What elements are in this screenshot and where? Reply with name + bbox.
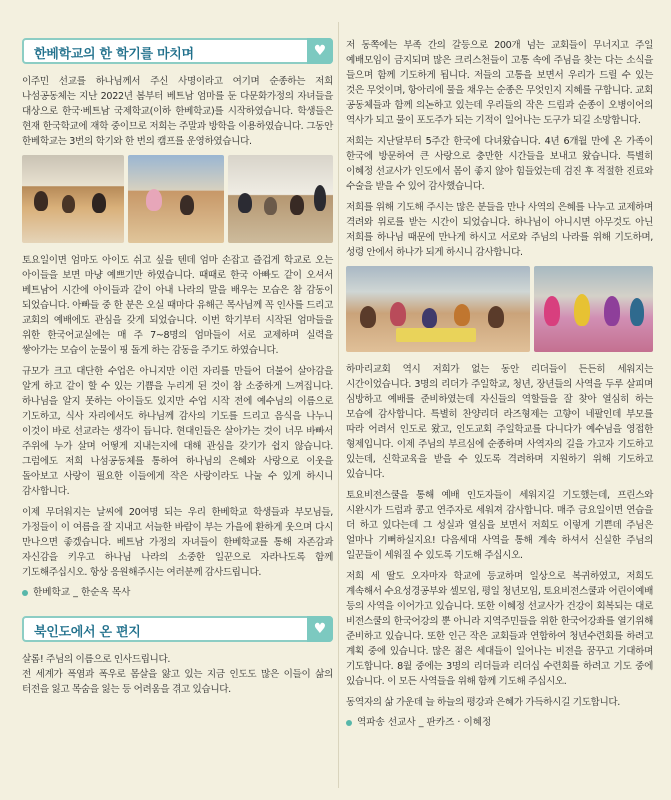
person-figure — [422, 308, 437, 328]
person-figure — [390, 302, 406, 326]
person-figure — [454, 304, 470, 326]
india-closing-paragraph: 동역자의 삶 가운데 늘 하늘의 평강과 은혜가 가득하시길 기도합니다. — [346, 697, 620, 708]
teacher-figure — [314, 185, 326, 211]
bullet-dot-icon — [22, 590, 28, 596]
student-figure — [180, 195, 194, 215]
section-header-hanbe — [22, 38, 333, 64]
india-ministry-paragraph: 저희 세 딸도 오자마자 학교에 등교하며 일상으로 복귀하였고, 저희도 계속해서 수요성경공부와 셀모임, 평일 청년모임, 토요비전스쿨과 어린이예배 등의 사역을 이어가고 있습니다. 또한 이혜정 선교사가 건강이 회복되는 대로 비전스쿨의 한국어강의 뿐 아니라 지역주민들을 위한 한국어강좌를 열기위해 준비하고 있습니다. 또한 인근 작은 교회들과 연합하여 청년수련회를 하려고 계획 중에 있습니다. 많은 젊은 세대들이 일어나는 비전을 꿈꾸고 기대하며 기도합니다. 8월 중에는 3명의 리더들과 리더십 수련회를 하려고 기도 중에 있습니다. 이 모든 사역들을 위해 함께 기도해 주십시오. — [346, 571, 653, 687]
india-leaders-paragraph: 하마리교회 역시 저희가 없는 동안 리더들이 든든히 세워지는 시간이었습니다. 3명의 리더가 주일학교, 청년, 장년들의 사역을 두루 살피며 심방하고 예배를 준비하였는데 자신들의 역할들을 잘 찾아 열심히 하는 모습에 감사합니다. 특별히 찬양리더 라즈형제는 고향이 네팔인데 부모를 따라 어려서 인도로 왔고, 인도교회 주일학교를 다니다가 예수님을 영접한 형제입니다. 이제 주님의 부르심에 순종하며 사역자의 길을 가고자 기도하고 있는데, 신학교육을 받을 수 있도록 격려하며 지원하기 위해 기도하고 있습니다. — [346, 364, 653, 480]
hanbe-photo-row — [22, 155, 333, 243]
student-figure — [264, 197, 277, 215]
section-header-india — [22, 616, 333, 642]
student-figure — [34, 191, 48, 211]
hanbe-signature — [22, 586, 333, 600]
india-intro-paragraph: 전 세계가 폭염과 폭우로 몸살을 앓고 있는 지금 인도도 많은 이들이 삶의 터전을 잃고 목숨을 잃는 등 어려움을 겪고 있습니다. — [22, 669, 333, 695]
classroom-photo-1 — [22, 155, 124, 243]
india-photo-row — [346, 266, 653, 352]
person-figure — [574, 294, 590, 326]
classroom-photo-2 — [128, 155, 224, 243]
heart-icon: ♥ — [307, 616, 333, 642]
student-figure — [92, 193, 106, 213]
classroom-photo-3 — [228, 155, 333, 243]
right-column — [346, 38, 653, 730]
student-figure — [290, 195, 304, 215]
person-figure — [544, 296, 560, 326]
india-signature — [346, 716, 653, 730]
hanbe-signature-text: 한베학교 _ 한순옥 목사 — [33, 587, 131, 598]
hanbe-saturday-paragraph: 토요일이면 엄마도 아이도 쉬고 싶을 텐데 엄마 손잡고 즐겁게 학교로 오는 아이들을 보면 마냥 예쁘기만 하였습니다. 때때로 한국 아빠도 같이 오셔서 베트남어 시간에 아이들과 같이 아내 나라의 말을 배우는 모습은 참 감동이 되었습니다. 아빠들 중 한 분은 오실 때마다 유해근 목사님께 꼭 인사를 드리고 교회의 예배에도 관심을 갖게 되었습니다. 이번 학기부터 시작된 엄마들을 위한 한국어교실에는 매 주 7~8명의 엄마들이 서로 교제하며 실력을 쌓아가는 모습이 눈물이 핑 돌게 하는 감동을 주기도 하였습니다. — [22, 255, 333, 356]
india-fellowship-paragraph: 저희를 위해 기도해 주시는 많은 분들을 만나 사역의 은혜를 나누고 교제하며 격려와 위로를 받는 시간이 되었습니다. 하나님이 아니시면 아무것도 아닌 저희를 하나님 때문에 만나게 하시고 서로와 주님의 나라를 위해 기도하며, 성령 안에서 하나가 되게 하시니 감사합니다. — [346, 202, 653, 258]
india-greeting: 살롬! 주님의 이름으로 인사드립니다. — [22, 654, 171, 665]
hanbe-summer-paragraph: 이제 무더워지는 날씨에 20여명 되는 우리 한베학교 학생들과 부모님들, 가정들이 이 여름을 잘 지내고 서늘한 바람이 부는 가을에 환하게 웃으며 다시 만나으면 좋겠습니다. 베트남 가정의 자녀들이 한베학교를 통해 자존감과 자신감을 키우고 하나님 나라의 소중한 일꾼으로 자라나도록 함께 기도해주십시오. 항상 응원해주시는 여러분께 감사드립니다. — [22, 507, 333, 578]
india-korea-visit-paragraph: 저희는 지난달부터 5주간 한국에 다녀왔습니다. 4년 6개월 만에 온 가족이 한국에 방문하여 큰 사랑으로 충만한 시간들을 보내고 왔습니다. 특별히 이혜정 선교사가 인도에서 몸이 좋지 않아 힘들었는데 검진 후 적절한 진료와 수술을 받을 수 있어 감사했습니다. — [346, 136, 653, 192]
section-title-hanbe: 한베학교의 한 학기를 마치며 — [34, 43, 194, 62]
student-figure — [238, 193, 252, 213]
student-figure — [62, 195, 75, 213]
mat — [396, 328, 476, 342]
left-column — [22, 38, 333, 703]
india-signature-text: 역파송 선교사 _ 판카즈 · 이혜정 — [357, 717, 492, 728]
student-figure — [146, 189, 162, 211]
india-churches-paragraph: 저 동쪽에는 부족 간의 갈등으로 200개 넘는 교회들이 무너지고 주일 예배모임이 금지되며 많은 크리스천들이 고통 속에 주님을 찾는 다는 소식을 들으며 함께 기도하게 됩니다. 저들의 고통을 보면서 우리가 드릴 수 있는 것은 무엇이며, 항아리에 물을 채우는 순종은 무엇인지 지혜를 구합니다. 교회 공동체들과 함께 의논하고 있는데 우리들의 작은 드림과 순종이 오병이어의 역사가 되고 물이 포도주가 되는 기적이 일어나는 도구가 되길 소망합니다. — [346, 40, 653, 126]
person-figure — [604, 296, 620, 326]
hanbe-intro-paragraph: 이주민 선교를 하나님께서 주신 사명이라고 여기며 순종하는 저희 나섬공동체는 지난 2022년 봄부터 베트남 엄마를 둔 다문화가정의 자녀들을 대상으로 한국·베트남 국제학교(이하 한베학교)를 시작하였습니다. 학생들은 현재 한국학교에 재학 중이므로 저희는 주말과 방학을 이용하였습니다. 그동안 한베학교는 3번의 학기와 한 번의 캠프를 운영하였습니다. — [22, 76, 333, 147]
column-divider — [338, 22, 339, 788]
person-figure — [360, 306, 376, 328]
mission-photo-worship — [534, 266, 653, 352]
bullet-dot-icon — [346, 720, 352, 726]
person-figure — [488, 306, 504, 328]
india-vision-school-paragraph: 토요비전스쿨을 통해 예배 인도자들이 세워지길 기도했는데, 프린스와 시완시가 드럼과 콩고 연주자로 세워져 감사합니다. 매주 금요일이면 연습을 더 하고 있다는데 그 성실과 열심을 보면서 저희도 이렇게 기쁜데 주님은 얼마나 기뻐하실지요! 다음세대 사역을 통해 계속 하셔서 신실한 주님의 일꾼들이 세워질 수 있도록 기도해 주십시오. — [346, 490, 653, 561]
hanbe-mission-paragraph: 규모가 크고 대단한 수업은 아니지만 이런 자리를 만들어 더불어 살아감을 알게 하고 같이 할 수 있는 기쁨을 누리게 된 것이 참 소중하게 느껴집니다. 하나님을 알지 못하는 아이들도 있지만 수업 시작 전에 예수님의 이름으로 기도하고, 식사 자리에서도 하나님께 감사의 기도를 드리고 음식을 나누니 이것이 바로 선교라는 생각이 듭니다. 현대인들은 살아가는 것이 너무 바빠서 주위에 누가 살며 어떻게 지내는지에 대해 관심을 갖기가 쉽지 않습니다. 그럼에도 저희 나섬공동체를 통하여 하나님의 은혜와 사랑으로 이웃을 돌아보고 사랑이 필요한 이들에게 작은 사랑이라도 나눌 수 있게 하시니 감사합니다. — [22, 366, 333, 497]
mission-photo-gathering — [346, 266, 530, 352]
section-title-india: 북인도에서 온 편지 — [34, 621, 141, 640]
person-figure — [630, 298, 644, 326]
heart-icon: ♥ — [307, 38, 333, 64]
